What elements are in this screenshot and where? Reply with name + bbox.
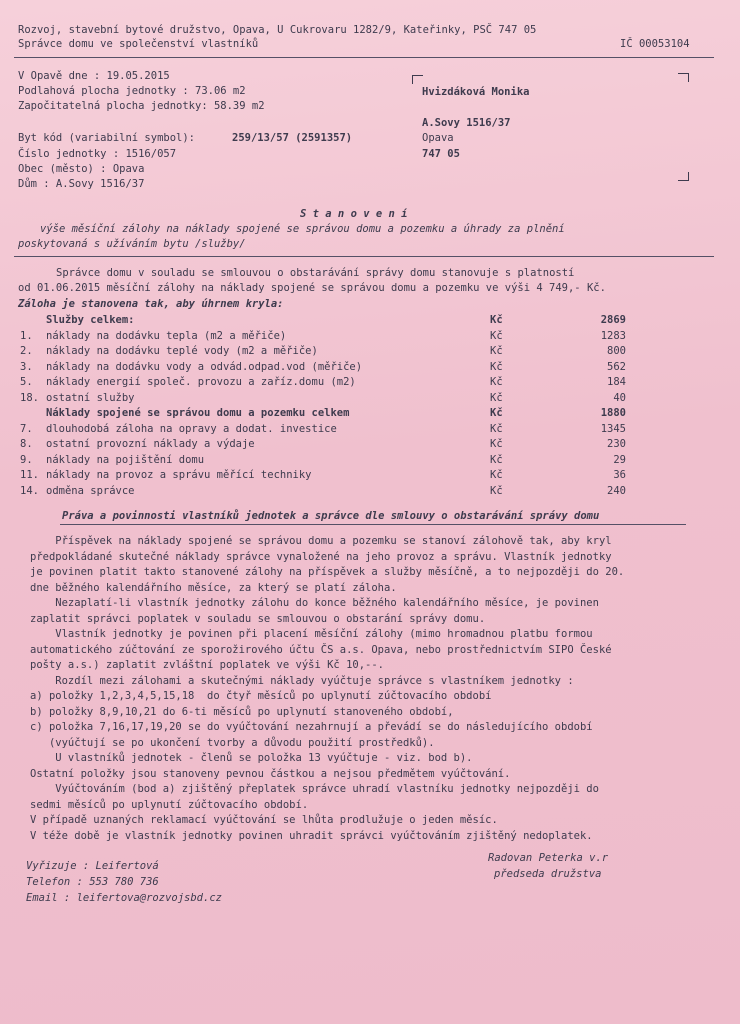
intro-line-3: Záloha je stanovena tak, aby úhrnem kryla: [18, 298, 284, 310]
recipient-city: Opava [422, 132, 454, 144]
document-title: S t a n o v e n í [300, 208, 408, 220]
row-currency: Kč [490, 438, 503, 450]
body-line: V téže době je vlastník jednotky povinen uhradit správci vyúčtováním zjištěný nedoplatek. [30, 829, 593, 842]
row-number: 8. [20, 438, 33, 450]
body-line: Vlastník jednotky je povinen při placení měsíční zálohy (mimo hromadnou platbu formou [30, 628, 593, 640]
contact-phone: Telefon : 553 780 736 [26, 876, 159, 888]
row-number: 18. [20, 391, 39, 404]
recipient-name: Hvizdáková Monika [422, 86, 530, 98]
building: Dům : A.Sovy 1516/37 [18, 178, 145, 190]
row-label: náklady energií společ. provozu a zaříz.domu (m2) [46, 376, 356, 388]
body-line: Ostatní položky jsou stanoveny pevnou částkou a nejsou předmětem vyúčtování. [30, 767, 511, 780]
row-value: 230 [607, 438, 626, 450]
rights-body [30, 534, 720, 844]
row-currency: Kč [490, 453, 503, 466]
body-line: c) položka 7,16,17,19,20 se do vyúčtování nezahrnují a převádí se do následujícího období [30, 721, 593, 733]
row-number: 9. [20, 453, 33, 466]
table-row [20, 376, 626, 389]
row-value: 800 [607, 345, 626, 357]
signer-name: Radovan Peterka v.r [488, 852, 609, 864]
row-value: 1880 [600, 407, 626, 419]
body-line: automatického zúčtování ze sporožirového účtu ČS a.s. Opava, nebo prostřednictvím SIPO České [30, 643, 612, 656]
row-value: 184 [607, 376, 626, 388]
body-line: Vyúčtováním (bod a) zjištěný přeplatek správce uhradí vlastníku jednotky nejpozději do [30, 783, 599, 795]
row-currency: Kč [490, 469, 503, 481]
row-currency: Kč [490, 314, 503, 326]
table-row [20, 453, 626, 467]
row-label: ostatní provozní náklady a výdaje [46, 438, 255, 450]
row-label: náklady na provoz a správu měřící techniky [46, 469, 312, 481]
body-line: Rozdíl mezi zálohami a skutečnými náklady vyúčtuje správce s vlastníkem jednotky : [30, 674, 574, 687]
byt-kod-label: Byt kód (variabilní symbol): [18, 132, 196, 144]
document-subtitle-2: poskytovaná s užíváním bytu /služby/ [18, 238, 246, 250]
row-number: 2. [20, 345, 33, 357]
row-number: 1. [20, 329, 33, 342]
table-row [20, 345, 626, 358]
document-subtitle-1: výše měsíční zálohy na náklady spojené se správou domu a pozemku a úhrady za plnění [40, 223, 565, 235]
row-label: náklady na dodávku tepla (m2 a měřiče) [46, 329, 287, 342]
row-value: 1283 [600, 329, 626, 342]
row-currency: Kč [490, 360, 503, 373]
company-subheader: Správce domu ve společenství vlastníků [18, 38, 259, 50]
row-value: 1345 [600, 422, 626, 435]
row-currency: Kč [490, 422, 503, 435]
header-rule [14, 57, 714, 58]
body-line: U vlastníků jednotek - členů se položka 13 vyúčtuje - viz. bod b). [30, 752, 473, 764]
intro-line-1: Správce domu v souladu se smlouvou o obstarávání správy domu stanovuje s platností [56, 267, 575, 279]
address-corner-tl [412, 75, 423, 84]
table-row [20, 407, 626, 420]
table-row [20, 391, 626, 405]
counted-area: Započitatelná plocha jednotky: 58.39 m2 [18, 100, 265, 112]
row-label: náklady na dodávku vody a odvád.odpad.vod (měřiče) [46, 360, 363, 373]
row-currency: Kč [490, 376, 503, 388]
row-currency: Kč [490, 407, 503, 419]
row-label: Náklady spojené se správou domu a pozemku celkem [46, 407, 350, 419]
row-value: 36 [613, 469, 626, 481]
row-value: 240 [607, 484, 626, 497]
company-ic: IČ 00053104 [620, 38, 690, 50]
floor-area: Podlahová plocha jednotky : 73.06 m2 [18, 85, 246, 97]
row-number: 7. [20, 422, 33, 435]
row-value: 562 [607, 360, 626, 373]
row-label: Služby celkem: [46, 314, 135, 326]
unit-number: Číslo jednotky : 1516/057 [18, 148, 177, 160]
title-rule [14, 256, 714, 257]
row-value: 2869 [600, 314, 626, 326]
company-header-line: Rozvoj, stavební bytové družstvo, Opava, U Cukrovaru 1282/9, Kateřinky, PSČ 747 05 [18, 24, 537, 36]
body-line: předpokládané skutečné náklady správce vynaložené na jeho provoz a správu. Vlastník jednotky [30, 550, 612, 563]
row-currency: Kč [490, 345, 503, 357]
row-label: odměna správce [46, 484, 135, 497]
municipality: Obec (město) : Opava [18, 163, 145, 175]
table-row [20, 360, 626, 374]
body-line: V případě uznaných reklamací vyúčtování se lhůta prodlužuje o jeden měsíc. [30, 814, 498, 826]
body-line: a) položky 1,2,3,4,5,15,18 do čtyř měsíců po uplynutí zúčtovacího období [30, 690, 492, 702]
row-number: 3. [20, 360, 33, 373]
body-line: zaplatit správci poplatek v souladu se smlouvou o obstarání správy domu. [30, 612, 486, 625]
byt-kod-value: 259/13/57 (2591357) [232, 132, 353, 144]
contact-email: Email : leifertova@rozvojsbd.cz [26, 892, 222, 904]
row-label: dlouhodobá záloha na opravy a dodat. investice [46, 422, 337, 435]
table-row [20, 314, 626, 327]
signer-role: předseda družstva [494, 868, 602, 880]
body-line: sedmi měsíců po uplynutí zúčtovacího období. [30, 798, 309, 811]
document-date: V Opavě dne : 19.05.2015 [18, 70, 170, 82]
rights-title: Práva a povinnosti vlastníků jednotek a správce dle smlouvy o obstarávání správy domu [62, 510, 600, 522]
row-label: ostatní služby [46, 391, 135, 404]
body-line: dne běžného kalendářního měsíce, za který se platí záloha. [30, 581, 397, 594]
body-line: (vyúčtují se po ukončení tvorby a důvodu použití prostředků). [30, 736, 435, 749]
row-value: 40 [613, 391, 626, 404]
row-currency: Kč [490, 329, 503, 342]
row-currency: Kč [490, 391, 503, 404]
row-value: 29 [613, 453, 626, 466]
row-label: náklady na pojištění domu [46, 453, 205, 466]
table-row [20, 329, 626, 343]
table-row [20, 438, 626, 451]
table-row [20, 422, 626, 436]
address-corner-br [678, 172, 689, 181]
intro-line-2: od 01.06.2015 měsíční zálohy na náklady spojené se správou domu a pozemku ve výši 4 749,- Kč. [18, 282, 606, 294]
body-line: Příspěvek na náklady spojené se správou domu a pozemku se stanoví zálohově tak, aby kryl [30, 535, 612, 547]
table-row [20, 469, 626, 482]
body-line: je povinen platit takto stanovené zálohy na příspěvek a služby měsíčně, a to nejpozději do 20. [30, 566, 625, 578]
recipient-street: A.Sovy 1516/37 [422, 117, 511, 129]
row-number: 5. [20, 376, 33, 388]
address-corner-tr [678, 73, 689, 82]
row-number: 14. [20, 484, 39, 497]
row-currency: Kč [490, 484, 503, 497]
row-number: 11. [20, 469, 39, 481]
contact-person: Vyřizuje : Leifertová [26, 860, 159, 872]
body-line: b) položky 8,9,10,21 do 6-ti měsíců po uplynutí stanoveného období, [30, 705, 454, 718]
body-line: pošty a.s.) zaplatit zvláštní poplatek ve výši Kč 10,--. [30, 659, 385, 671]
row-label: náklady na dodávku teplé vody (m2 a měřiče) [46, 345, 318, 357]
table-row [20, 484, 626, 498]
recipient-zip: 747 05 [422, 148, 460, 160]
body-line: Nezaplatí-li vlastník jednotky zálohu do konce běžného kalendářního měsíce, je povinen [30, 597, 599, 609]
rights-rule [60, 524, 686, 525]
